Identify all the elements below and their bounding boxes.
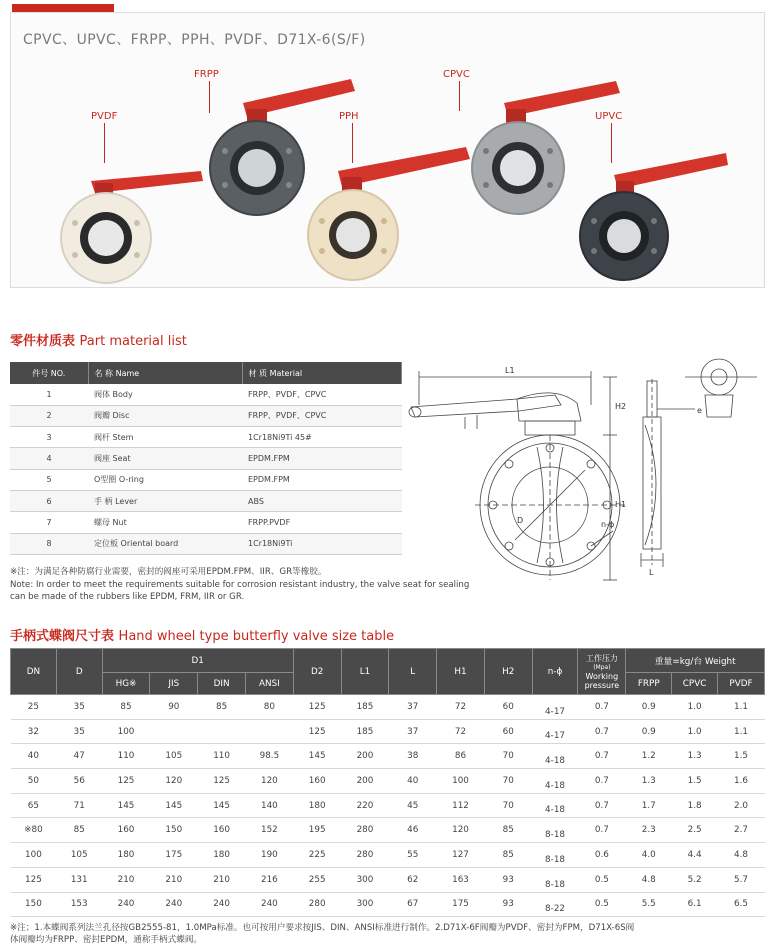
cell-wp: 0.7 (578, 818, 626, 843)
cell-din: 240 (198, 892, 246, 917)
cell-jis: 120 (150, 769, 198, 794)
cell-l1: 280 (341, 843, 389, 868)
cell-cpvc: 1.0 (672, 719, 718, 744)
cell-no: 5 (10, 469, 88, 490)
cell-din (198, 719, 246, 744)
cell-dn: 65 (11, 793, 57, 818)
cell-l: 37 (389, 719, 437, 744)
cell-h2: 93 (484, 867, 532, 892)
table-row (11, 744, 765, 769)
cell-h1: 100 (437, 769, 485, 794)
th-weight: 重量=kg/台 Weight (626, 649, 765, 673)
th-frpp: FRPP (626, 673, 672, 695)
cell-d2: 280 (293, 892, 341, 917)
cell-din: 85 (198, 695, 246, 720)
th-dn: DN (11, 649, 57, 695)
cell-cpvc: 1.0 (672, 695, 718, 720)
cell-ansi: 98.5 (245, 744, 293, 769)
table-row (11, 843, 765, 868)
cell-h2: 85 (484, 843, 532, 868)
cell-h2: 70 (484, 769, 532, 794)
th-h1: H1 (437, 649, 485, 695)
cell-l: 38 (389, 744, 437, 769)
th-l1: L1 (341, 649, 389, 695)
cell-wp: 0.7 (578, 769, 626, 794)
header-name: 名 称 Name (88, 362, 242, 384)
cell-frpp: 4.0 (626, 843, 672, 868)
cell-h2: 85 (484, 818, 532, 843)
th-h2: H2 (484, 649, 532, 695)
cell-h1: 175 (437, 892, 485, 917)
cell-h2: 60 (484, 719, 532, 744)
cell-cpvc: 1.3 (672, 744, 718, 769)
cell-material: EPDM.FPM (242, 469, 402, 490)
th-pvdf: PVDF (718, 673, 765, 695)
cell-name: 阀瓣 Disc (88, 405, 242, 426)
materials-table (10, 362, 402, 555)
cell-wp: 0.7 (578, 793, 626, 818)
cell-cpvc: 2.5 (672, 818, 718, 843)
cell-jis: 175 (150, 843, 198, 868)
wp-en1: Working (585, 671, 619, 681)
cell-wp: 0.7 (578, 719, 626, 744)
cell-din: 145 (198, 793, 246, 818)
cell-name: 手 柄 Lever (88, 490, 242, 511)
cell-pvdf: 1.5 (718, 744, 765, 769)
cell-hg: 180 (102, 843, 150, 868)
cell-l: 55 (389, 843, 437, 868)
table-row (10, 405, 402, 426)
accent-bar (12, 4, 114, 12)
sizes-title-cn: 手柄式蝶阀尺寸表 (10, 629, 115, 644)
cell-wp: 0.6 (578, 843, 626, 868)
cell-material: FRPP、PVDF、CPVC (242, 384, 402, 405)
size-table-body (11, 695, 765, 917)
cell-nphi: 8-18 (532, 867, 578, 892)
cell-h2: 70 (484, 793, 532, 818)
cell-jis: 145 (150, 793, 198, 818)
cell-h2: 93 (484, 892, 532, 917)
th-ansi: ANSI (245, 673, 293, 695)
cell-no: 4 (10, 448, 88, 469)
cell-wp: 0.5 (578, 867, 626, 892)
size-table (10, 648, 765, 917)
label-pph: PPH (339, 111, 359, 122)
th-nphi: n-ϕ (532, 649, 578, 695)
cell-h1: 72 (437, 695, 485, 720)
cell-hg: 240 (102, 892, 150, 917)
cell-jis (150, 719, 198, 744)
cell-cpvc: 6.1 (672, 892, 718, 917)
table-row (11, 769, 765, 794)
cell-d2: 125 (293, 695, 341, 720)
cell-no: 3 (10, 427, 88, 448)
cell-h1: 112 (437, 793, 485, 818)
banner-title: CPVC、UPVC、FRPP、PPH、PVDF、D71X-6(S/F) (23, 32, 366, 48)
cell-d2: 195 (293, 818, 341, 843)
cell-dn: 150 (11, 892, 57, 917)
wp-en2: pressure (584, 680, 620, 690)
cell-frpp: 0.9 (626, 719, 672, 744)
materials-note-cn: ※注：为满足各种防腐行业需要，密封的阀座可采用EPDM.FPM、IIR、GR等橡胶。 (10, 567, 327, 577)
th-l: L (389, 649, 437, 695)
cell-h1: 127 (437, 843, 485, 868)
cell-jis: 210 (150, 867, 198, 892)
cell-l1: 300 (341, 892, 389, 917)
header-material: 材 质 Material (242, 362, 402, 384)
cell-ansi: 152 (245, 818, 293, 843)
cell-wp: 0.7 (578, 695, 626, 720)
table-row (10, 427, 402, 448)
cell-hg: 125 (102, 769, 150, 794)
cell-jis: 105 (150, 744, 198, 769)
cell-name: 阀座 Seat (88, 448, 242, 469)
cell-din: 180 (198, 843, 246, 868)
wp-unit: (Mpa) (593, 663, 611, 671)
cell-no: 8 (10, 533, 88, 554)
materials-title (10, 330, 187, 349)
dim-d: D (517, 516, 524, 525)
cell-d: 56 (56, 769, 102, 794)
cell-name: O型圈 O-ring (88, 469, 242, 490)
cell-cpvc: 4.4 (672, 843, 718, 868)
cell-h1: 72 (437, 719, 485, 744)
cell-cpvc: 5.2 (672, 867, 718, 892)
cell-h1: 120 (437, 818, 485, 843)
th-cpvc: CPVC (672, 673, 718, 695)
footer-note-1: ※注；1.本蝶阀系列法兰孔径按GB2555-81，1.0MPa标准。也可按用户要求按JIS、DIN、ANSI标准进行制作。2.D71X-6F阀瓣为PVDF、密封为FPM，D71X-6S阀 (10, 923, 635, 933)
cell-name: 螺母 Nut (88, 512, 242, 533)
cell-d2: 125 (293, 719, 341, 744)
sizes-title-en: Hand wheel type butterfly valve size table (118, 629, 395, 644)
table-row (10, 512, 402, 533)
cell-wp: 0.5 (578, 892, 626, 917)
th-working-pressure (578, 649, 626, 695)
cell-l1: 185 (341, 719, 389, 744)
table-row (10, 490, 402, 511)
cell-frpp: 4.8 (626, 867, 672, 892)
materials-note-en-2: can be made of the rubbers like EPDM, FRM, IIR or GR. (10, 592, 245, 602)
cell-l1: 185 (341, 695, 389, 720)
table-row (11, 719, 765, 744)
dim-l1: L1 (505, 366, 515, 375)
cell-l: 46 (389, 818, 437, 843)
cell-dn: 100 (11, 843, 57, 868)
cell-l1: 200 (341, 769, 389, 794)
cell-nphi: 4-18 (532, 744, 578, 769)
cell-pvdf: 6.5 (718, 892, 765, 917)
th-d1: D1 (102, 649, 293, 673)
cell-ansi: 240 (245, 892, 293, 917)
cell-d2: 255 (293, 867, 341, 892)
cell-no: 1 (10, 384, 88, 405)
footer-note-2: 体阀瓣均为FRPP、密封EPDM，通称手柄式蝶阀。 (10, 935, 203, 945)
th-jis: JIS (150, 673, 198, 695)
cell-jis: 240 (150, 892, 198, 917)
cell-hg: 85 (102, 695, 150, 720)
cell-d: 47 (56, 744, 102, 769)
cell-pvdf: 4.8 (718, 843, 765, 868)
leader-cpvc (459, 81, 460, 111)
cell-l: 67 (389, 892, 437, 917)
cell-h2: 70 (484, 744, 532, 769)
valve-drawing (405, 355, 770, 600)
cell-dn: 25 (11, 695, 57, 720)
cell-cpvc: 1.8 (672, 793, 718, 818)
dim-e: e (697, 406, 702, 415)
materials-title-en: Part material list (79, 334, 187, 349)
cell-ansi: 216 (245, 867, 293, 892)
cell-d: 131 (56, 867, 102, 892)
wp-cn: 工作压力 (585, 653, 618, 663)
cell-frpp: 2.3 (626, 818, 672, 843)
cell-nphi: 8-22 (532, 892, 578, 917)
cell-frpp: 5.5 (626, 892, 672, 917)
cell-cpvc: 1.5 (672, 769, 718, 794)
cell-ansi: 190 (245, 843, 293, 868)
cell-nphi: 4-17 (532, 695, 578, 720)
cell-material: 1Cr18Ni9Ti 45# (242, 427, 402, 448)
cell-hg: 210 (102, 867, 150, 892)
cell-d: 35 (56, 719, 102, 744)
cell-pvdf: 2.7 (718, 818, 765, 843)
cell-material: FRPP、PVDF、CPVC (242, 405, 402, 426)
cell-pvdf: 1.6 (718, 769, 765, 794)
cell-material: EPDM.FPM (242, 448, 402, 469)
cell-d: 35 (56, 695, 102, 720)
cell-jis: 150 (150, 818, 198, 843)
dim-l: L (649, 568, 654, 577)
cell-din: 210 (198, 867, 246, 892)
cell-din: 160 (198, 818, 246, 843)
cell-wp: 0.7 (578, 744, 626, 769)
table-row (10, 533, 402, 554)
table-row (10, 384, 402, 405)
th-d: D (56, 649, 102, 695)
cell-nphi: 4-18 (532, 769, 578, 794)
cell-h1: 163 (437, 867, 485, 892)
cell-l1: 280 (341, 818, 389, 843)
cell-hg: 100 (102, 719, 150, 744)
th-hg: HG※ (102, 673, 150, 695)
cell-nphi: 8-18 (532, 843, 578, 868)
cell-frpp: 1.3 (626, 769, 672, 794)
label-upvc: UPVC (595, 111, 623, 122)
cell-d2: 225 (293, 843, 341, 868)
cell-d2: 145 (293, 744, 341, 769)
cell-dn: 50 (11, 769, 57, 794)
materials-note-en-1: Note: In order to meet the requirements suitable for corrosion resistant industry, the valve seat for sealing (10, 579, 470, 590)
cell-h1: 86 (437, 744, 485, 769)
cell-l1: 220 (341, 793, 389, 818)
table-row (11, 793, 765, 818)
cell-ansi: 80 (245, 695, 293, 720)
cell-dn: 32 (11, 719, 57, 744)
cell-hg: 160 (102, 818, 150, 843)
label-frpp: FRPP (194, 69, 219, 80)
cell-l: 45 (389, 793, 437, 818)
cell-frpp: 1.2 (626, 744, 672, 769)
cell-material: FRPP.PVDF (242, 512, 402, 533)
dim-h2: H2 (615, 402, 627, 411)
cell-d: 85 (56, 818, 102, 843)
cell-l: 40 (389, 769, 437, 794)
table-row (10, 448, 402, 469)
cell-no: 6 (10, 490, 88, 511)
cell-pvdf: 2.0 (718, 793, 765, 818)
cell-nphi: 4-17 (532, 719, 578, 744)
table-row (11, 867, 765, 892)
cell-name: 阀杆 Stem (88, 427, 242, 448)
sizes-title (10, 625, 394, 644)
label-cpvc: CPVC (443, 69, 470, 80)
cell-nphi: 4-18 (532, 793, 578, 818)
cell-ansi: 140 (245, 793, 293, 818)
th-d2: D2 (293, 649, 341, 695)
cell-h2: 60 (484, 695, 532, 720)
cell-frpp: 1.7 (626, 793, 672, 818)
cell-l1: 200 (341, 744, 389, 769)
cell-pvdf: 1.1 (718, 695, 765, 720)
cell-din: 125 (198, 769, 246, 794)
cell-ansi (245, 719, 293, 744)
cell-nphi: 8-18 (532, 818, 578, 843)
cell-dn: 40 (11, 744, 57, 769)
cell-l: 37 (389, 695, 437, 720)
dim-nphi: n-ϕ (601, 520, 615, 529)
cell-jis: 90 (150, 695, 198, 720)
label-pvdf: PVDF (91, 111, 118, 122)
header-no: 件号 NO. (10, 362, 88, 384)
cell-name: 定位板 Oriental board (88, 533, 242, 554)
product-banner (10, 12, 765, 288)
table-row (11, 892, 765, 917)
cell-din: 110 (198, 744, 246, 769)
cell-hg: 145 (102, 793, 150, 818)
table-row (10, 469, 402, 490)
cell-material: 1Cr18Ni9Ti (242, 533, 402, 554)
cell-d2: 160 (293, 769, 341, 794)
footer-note (10, 922, 770, 946)
cell-frpp: 0.9 (626, 695, 672, 720)
cell-d2: 180 (293, 793, 341, 818)
cell-hg: 110 (102, 744, 150, 769)
materials-title-cn: 零件材质表 (10, 334, 76, 349)
cell-d: 71 (56, 793, 102, 818)
cell-name: 阀体 Body (88, 384, 242, 405)
table-row (11, 695, 765, 720)
cell-pvdf: 1.1 (718, 719, 765, 744)
cell-d: 153 (56, 892, 102, 917)
cell-dn: 125 (11, 867, 57, 892)
dim-h1: H1 (615, 500, 627, 509)
cell-ansi: 120 (245, 769, 293, 794)
table-row (11, 818, 765, 843)
cell-no: 7 (10, 512, 88, 533)
cell-l1: 300 (341, 867, 389, 892)
cell-l: 62 (389, 867, 437, 892)
cell-no: 2 (10, 405, 88, 426)
th-din: DIN (198, 673, 246, 695)
cell-pvdf: 5.7 (718, 867, 765, 892)
cell-dn: ※80 (11, 818, 57, 843)
cell-material: ABS (242, 490, 402, 511)
cell-d: 105 (56, 843, 102, 868)
